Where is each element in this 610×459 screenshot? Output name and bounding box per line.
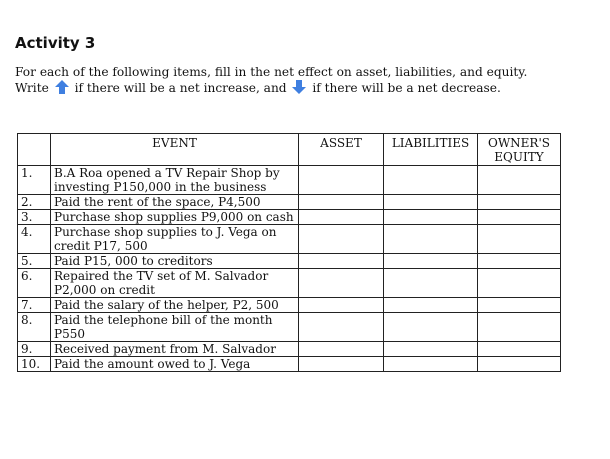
instructions xyxy=(15,64,605,96)
owners-equity-cell[interactable] xyxy=(478,298,561,313)
asset-cell[interactable] xyxy=(299,342,384,357)
row-event: Paid P15, 000 to creditors xyxy=(51,254,299,269)
asset-cell[interactable] xyxy=(299,269,384,298)
owners-equity-cell[interactable] xyxy=(478,225,561,254)
owners-equity-cell[interactable] xyxy=(478,313,561,342)
table-row xyxy=(18,225,561,254)
owners-equity-cell[interactable] xyxy=(478,254,561,269)
table-header-row xyxy=(18,134,561,166)
up-arrow-icon xyxy=(55,80,69,94)
owners-equity-cell[interactable] xyxy=(478,269,561,298)
instruction-increase: if there will be a net increase, and xyxy=(74,81,287,95)
asset-cell[interactable] xyxy=(299,210,384,225)
table-row xyxy=(18,254,561,269)
row-number: 3. xyxy=(18,210,51,225)
header-owners-equity: OWNER'S EQUITY xyxy=(478,134,561,166)
row-number: 4. xyxy=(18,225,51,254)
liabilities-cell[interactable] xyxy=(384,166,478,195)
table-row xyxy=(18,298,561,313)
owners-equity-cell[interactable] xyxy=(478,342,561,357)
row-number: 9. xyxy=(18,342,51,357)
liabilities-cell[interactable] xyxy=(384,225,478,254)
row-event: Paid the telephone bill of the month P550 xyxy=(51,313,299,342)
liabilities-cell[interactable] xyxy=(384,254,478,269)
asset-cell[interactable] xyxy=(299,225,384,254)
table-body xyxy=(18,166,561,372)
asset-cell[interactable] xyxy=(299,313,384,342)
row-event: Paid the salary of the helper, P2, 500 xyxy=(51,298,299,313)
instruction-write: Write xyxy=(15,81,49,95)
table-row xyxy=(18,166,561,195)
table-row xyxy=(18,269,561,298)
header-number xyxy=(18,134,51,166)
row-event: Purchase shop supplies P9,000 on cash xyxy=(51,210,299,225)
asset-cell[interactable] xyxy=(299,298,384,313)
liabilities-cell[interactable] xyxy=(384,357,478,372)
liabilities-cell[interactable] xyxy=(384,210,478,225)
asset-cell[interactable] xyxy=(299,357,384,372)
down-arrow-icon xyxy=(292,80,306,94)
liabilities-cell[interactable] xyxy=(384,298,478,313)
row-number: 8. xyxy=(18,313,51,342)
row-event: B.A Roa opened a TV Repair Shop by investing P150,000 in the business xyxy=(51,166,299,195)
owners-equity-cell[interactable] xyxy=(478,357,561,372)
owners-equity-cell[interactable] xyxy=(478,195,561,210)
activity-table xyxy=(17,133,561,372)
owners-equity-cell[interactable] xyxy=(478,210,561,225)
row-number: 7. xyxy=(18,298,51,313)
row-event: Received payment from M. Salvador xyxy=(51,342,299,357)
asset-cell[interactable] xyxy=(299,195,384,210)
asset-cell[interactable] xyxy=(299,166,384,195)
header-liabilities: LIABILITIES xyxy=(384,134,478,166)
row-number: 10. xyxy=(18,357,51,372)
table-row xyxy=(18,210,561,225)
row-number: 5. xyxy=(18,254,51,269)
row-number: 1. xyxy=(18,166,51,195)
activity-title: Activity 3 xyxy=(15,34,96,52)
liabilities-cell[interactable] xyxy=(384,195,478,210)
header-asset: ASSET xyxy=(299,134,384,166)
asset-cell[interactable] xyxy=(299,254,384,269)
row-event: Paid the amount owed to J. Vega xyxy=(51,357,299,372)
liabilities-cell[interactable] xyxy=(384,342,478,357)
table-row xyxy=(18,195,561,210)
row-number: 2. xyxy=(18,195,51,210)
owners-equity-cell[interactable] xyxy=(478,166,561,195)
instruction-decrease: if there will be a net decrease. xyxy=(312,81,501,95)
row-event: Repaired the TV set of M. Salvador P2,000 on credit xyxy=(51,269,299,298)
liabilities-cell[interactable] xyxy=(384,313,478,342)
header-event: EVENT xyxy=(51,134,299,166)
table-row xyxy=(18,313,561,342)
table-row xyxy=(18,357,561,372)
instruction-line1: For each of the following items, fill in the net effect on asset, liabilities, and equity. xyxy=(15,65,528,79)
row-event: Paid the rent of the space, P4,500 xyxy=(51,195,299,210)
row-event: Purchase shop supplies to J. Vega on credit P17, 500 xyxy=(51,225,299,254)
row-number: 6. xyxy=(18,269,51,298)
table-row xyxy=(18,342,561,357)
liabilities-cell[interactable] xyxy=(384,269,478,298)
